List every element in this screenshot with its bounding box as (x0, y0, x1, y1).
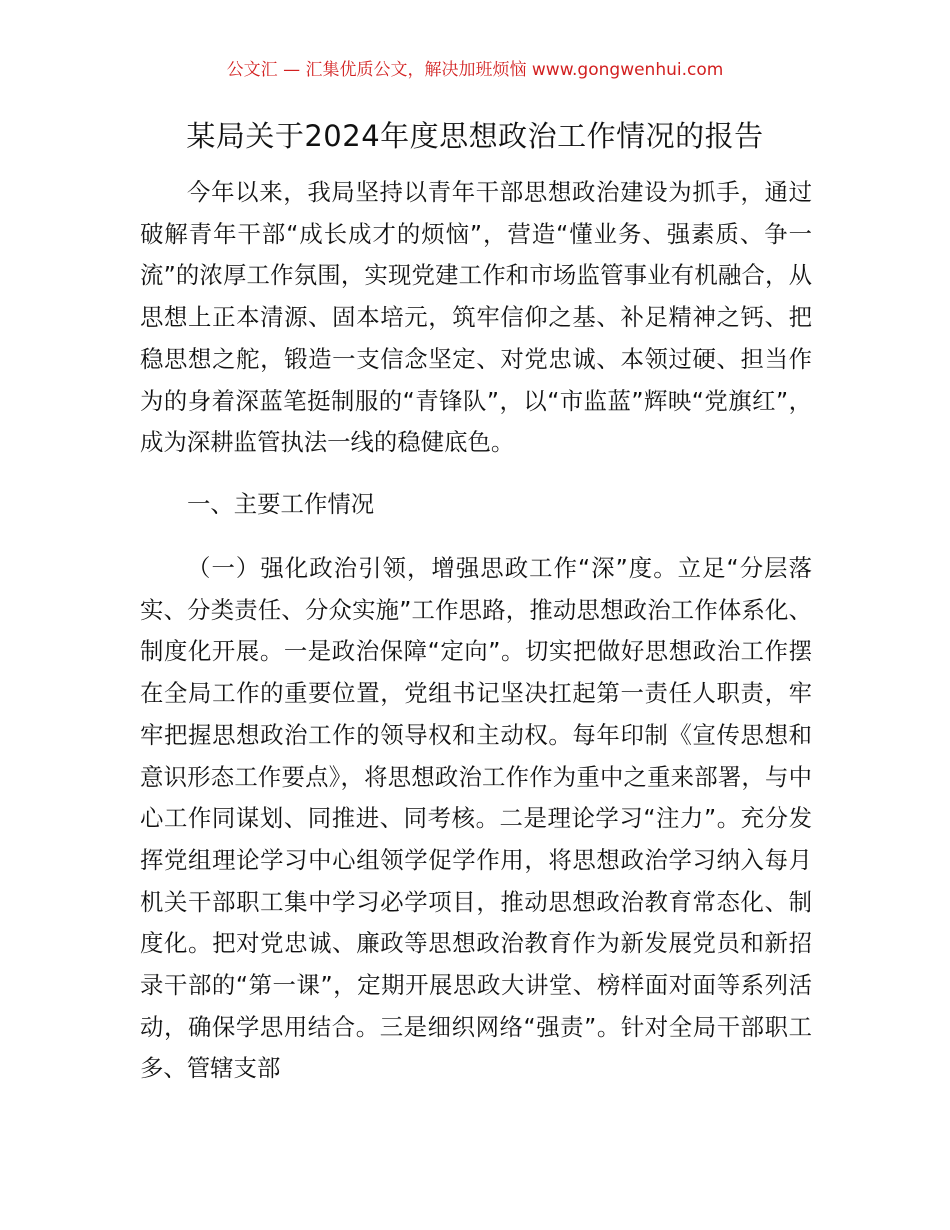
section-paragraph: （一）强化政治引领，增强思政工作“深”度。立足“分层落实、分类责任、分众实施”工作思路，推动思想政治工作体系化、制度化开展。一是政治保障“定向”。切实把做好思想政治工作摆在全局工作的重要位置，党组书记坚决扛起第一责任人职责，牢牢把握思想政治工作的领导权和主动权。每年印制《宣传思想和意识形态工作要点》，将思想政治工作作为重中之重来部署，与中心工作同谋划、同推进、同考核。二是理论学习“注力”。充分发挥党组理论学习中心组领学促学作用，将思想政治学习纳入每月机关干部职工集中学习必学项目，推动思想政治教育常态化、制度化。把对党忠诚、廉政等思想政治教育作为新发展党员和新招录干部的“第一课”，定期开展思政大讲堂、榜样面对面等系列活动，确保学思用结合。三是细织网络“强责”。针对全局干部职工多、管辖支部 (140, 554, 812, 1083)
website-banner: 公文汇 — 汇集优质公文，解决加班烦恼 www.gongwenhui.com (226, 60, 724, 80)
document-title: 某局关于2024年度思想政治工作情况的报告 (186, 119, 764, 153)
section-heading: 一、主要工作情况 (187, 490, 375, 518)
intro-paragraph: 今年以来，我局坚持以青年干部思想政治建设为抓手，通过破解青年干部“成长成才的烦恼”，营造“懂业务、强素质、争一流”的浓厚工作氛围，实现党建工作和市场监管事业有机融合，从思想上正本清源、固本培元，筑牢信仰之基、补足精神之钙、把稳思想之舵，锻造一支信念坚定、对党忠诚、本领过硬、担当作为的身着深蓝笔挺制服的“青锋队”，以“市监蓝”辉映“党旗红”，成为深耕监管执法一线的稳健底色。 (140, 178, 812, 457)
